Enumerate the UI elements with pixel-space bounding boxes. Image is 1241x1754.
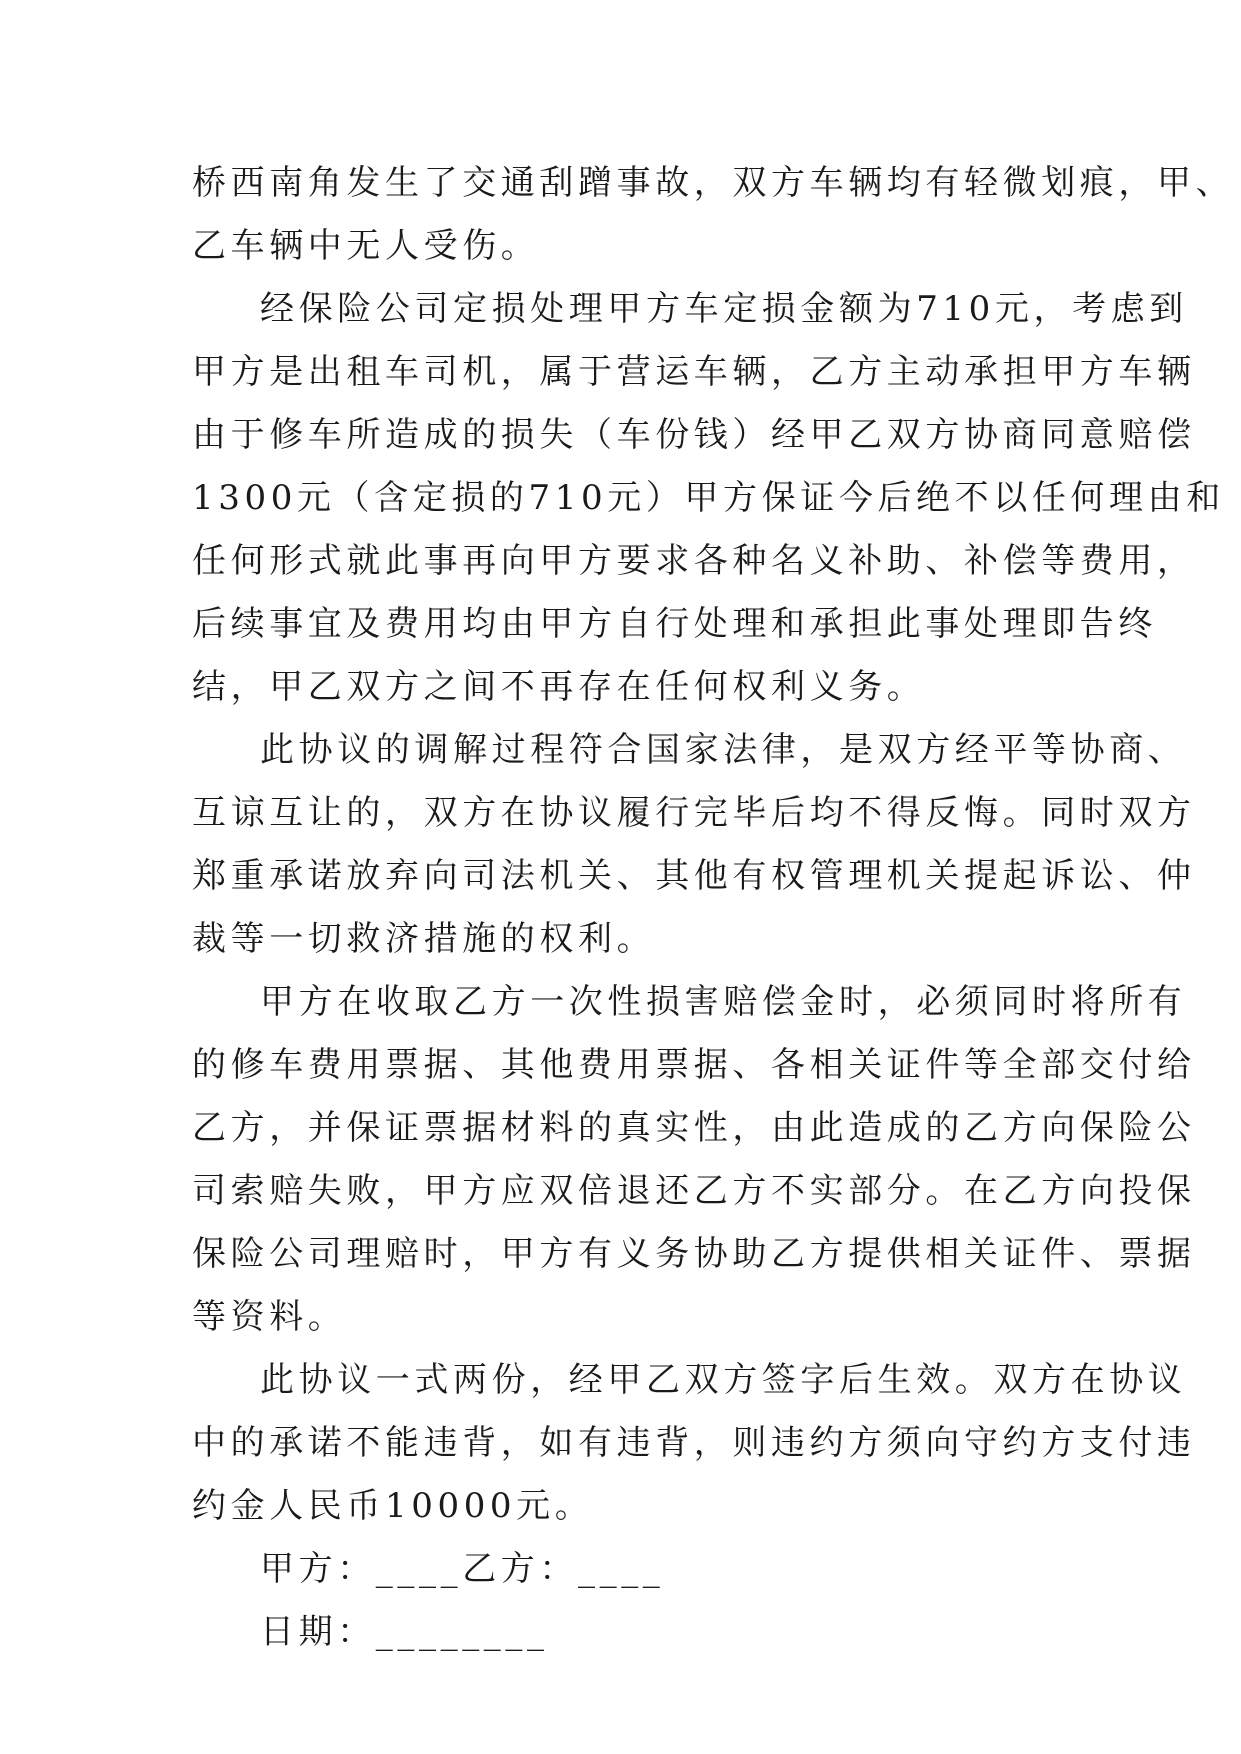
text-line: 由于修车所造成的损失（车份钱）经甲乙双方协商同意赔偿 [192, 415, 1196, 455]
party-signature-line: 甲方：____乙方：____ [260, 1549, 665, 1589]
text-line: 约金人民币10000元。 [192, 1486, 594, 1526]
paragraph-receipts-obligation [192, 971, 1196, 1349]
paragraph-mediation-legality [192, 719, 1196, 971]
paragraph-effectiveness [192, 1349, 1196, 1538]
text-line: 互谅互让的，双方在协议履行完毕后均不得反悔。同时双方 [192, 793, 1196, 833]
text-line: 甲方在收取乙方一次性损害赔偿金时，必须同时将所有 [260, 982, 1187, 1022]
text-line: 结，甲乙双方之间不再存在任何权利义务。 [192, 667, 926, 707]
text-line: 乙方，并保证票据材料的真实性，由此造成的乙方向保险公 [192, 1108, 1196, 1148]
text-line: 后续事宜及费用均由甲方自行处理和承担此事处理即告终 [192, 604, 1157, 644]
text-line: 保险公司理赔时，甲方有义务协助乙方提供相关证件、票据 [192, 1234, 1196, 1274]
text-line: 甲方是出租车司机，属于营运车辆，乙方主动承担甲方车辆 [192, 352, 1196, 392]
text-line: 中的承诺不能违背，如有违背，则违约方须向守约方支付违 [192, 1423, 1196, 1463]
text-line: 的修车费用票据、其他费用票据、各相关证件等全部交付给 [192, 1045, 1196, 1085]
text-line: 此协议的调解过程符合国家法律，是双方经平等协商、 [260, 730, 1187, 770]
text-line: 任何形式就此事再向甲方要求各种名义补助、补偿等费用， [192, 541, 1196, 581]
date-line: 日期：________ [260, 1612, 549, 1652]
signature-block [192, 1538, 1052, 1664]
text-line: 经保险公司定损处理甲方车定损金额为710元，考虑到 [260, 289, 1188, 329]
text-line: 等资料。 [192, 1297, 347, 1337]
text-line: 此协议一式两份，经甲乙双方签字后生效。双方在协议 [260, 1360, 1187, 1400]
agreement-body [192, 152, 1235, 1664]
paragraph-accident-description [192, 152, 1235, 278]
text-line: 1300元（含定损的710元）甲方保证今后绝不以任何理由和 [192, 478, 1225, 518]
paragraph-compensation [192, 278, 1225, 719]
text-line: 桥西南角发生了交通刮蹭事故，双方车辆均有轻微划痕，甲、 [192, 163, 1235, 203]
text-line: 乙车辆中无人受伤。 [192, 226, 540, 266]
text-line: 司索赔失败，甲方应双倍退还乙方不实部分。在乙方向投保 [192, 1171, 1196, 1211]
text-line: 郑重承诺放弃向司法机关、其他有权管理机关提起诉讼、仲 [192, 856, 1196, 896]
text-line: 裁等一切救济措施的权利。 [192, 919, 656, 959]
